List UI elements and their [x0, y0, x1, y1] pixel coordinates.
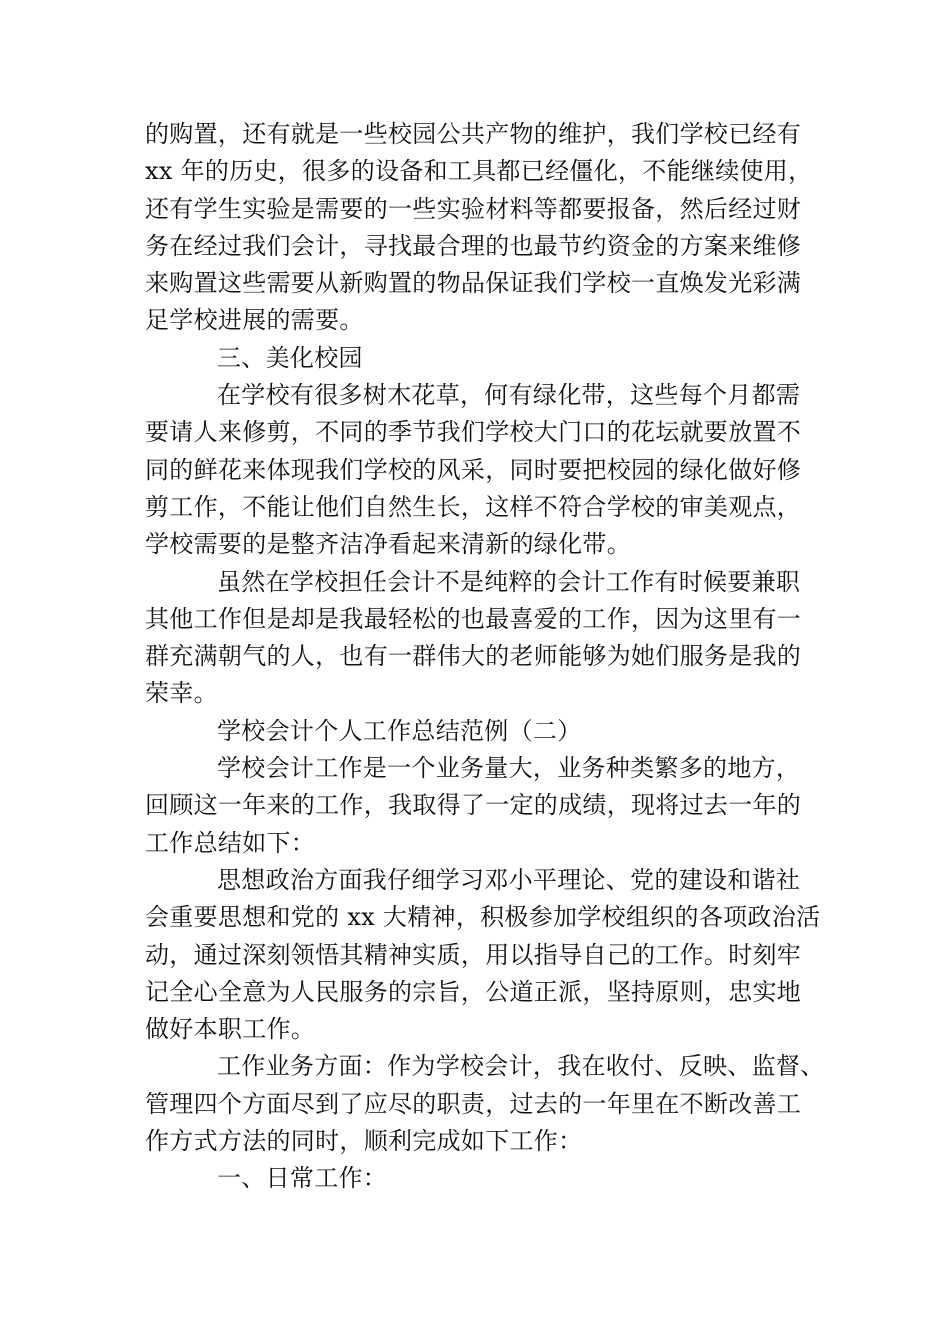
text-line: 动，通过深刻领悟其精神实质，用以指导自己的工作。时刻牢: [145, 940, 802, 969]
text-line: 足学校进展的需要。: [145, 306, 364, 335]
text-line: 务在经过我们会计，寻找最合理的也最节约资金的方案来维修: [145, 231, 802, 260]
text-line: 学校会计个人工作总结范例（二）: [217, 716, 582, 745]
text-line: 还有学生实验是需要的一些实验材料等都要报备，然后经过财: [145, 194, 802, 223]
text-line: 其他工作但是却是我最轻松的也最喜爱的工作，因为这里有一: [145, 604, 802, 633]
text-line: 学校会计工作是一个业务量大，业务种类繁多的地方，: [217, 754, 801, 783]
text-line: 在学校有很多树木花草，何有绿化带，这些每个月都需: [217, 381, 801, 410]
text-line: 要请人来修剪，不同的季节我们学校大门口的花坛就要放置不: [145, 418, 802, 447]
text-line: 做好本职工作。: [145, 1015, 316, 1044]
text-line: 学校需要的是整齐洁净看起来清新的绿化带。: [145, 530, 631, 559]
text-line: 群充满朝气的人，也有一群伟大的老师能够为她们服务是我的: [145, 642, 802, 671]
text-line: 管理四个方面尽到了应尽的职责，过去的一年里在不断改善工: [145, 1089, 802, 1118]
text-line: 来购置这些需要从新购置的物品保证我们学校一直焕发光彩满: [145, 269, 802, 298]
text-line: 剪工作，不能让他们自然生长，这样不符合学校的审美观点，: [145, 492, 802, 521]
text-line: 的购置，还有就是一些校园公共产物的维护，我们学校已经有: [145, 120, 802, 148]
text-line: 工作总结如下：: [145, 828, 316, 857]
text-line: 记全心全意为人民服务的宗旨，公道正派，坚持原则，忠实地: [145, 977, 802, 1006]
text-line: 同的鲜花来体现我们学校的风采，同时要把校园的绿化做好修: [145, 455, 802, 484]
text-line: 思想政治方面我仔细学习邓小平理论、党的建设和谐社: [217, 865, 801, 894]
text-line: 三、美化校园: [217, 343, 363, 372]
document-body: [145, 116, 825, 1198]
text-line: xx 年的历史，很多的设备和工具都已经僵化，不能继续使用，: [145, 157, 813, 186]
text-line: 虽然在学校担任会计不是纯粹的会计工作有时候要兼职: [217, 567, 801, 596]
text-line: 一、日常工作：: [217, 1164, 388, 1193]
text-line: 荣幸。: [145, 679, 218, 708]
text-line: 工作业务方面：作为学校会计，我在收付、反映、监督、: [217, 1052, 825, 1081]
text-line: 会重要思想和党的 xx 大精神，积极参加学校组织的各项政治活: [145, 903, 821, 932]
text-line: 作方式方法的同时，顺利完成如下工作：: [145, 1127, 583, 1156]
text-line: 回顾这一年来的工作，我取得了一定的成绩，现将过去一年的: [145, 791, 802, 820]
